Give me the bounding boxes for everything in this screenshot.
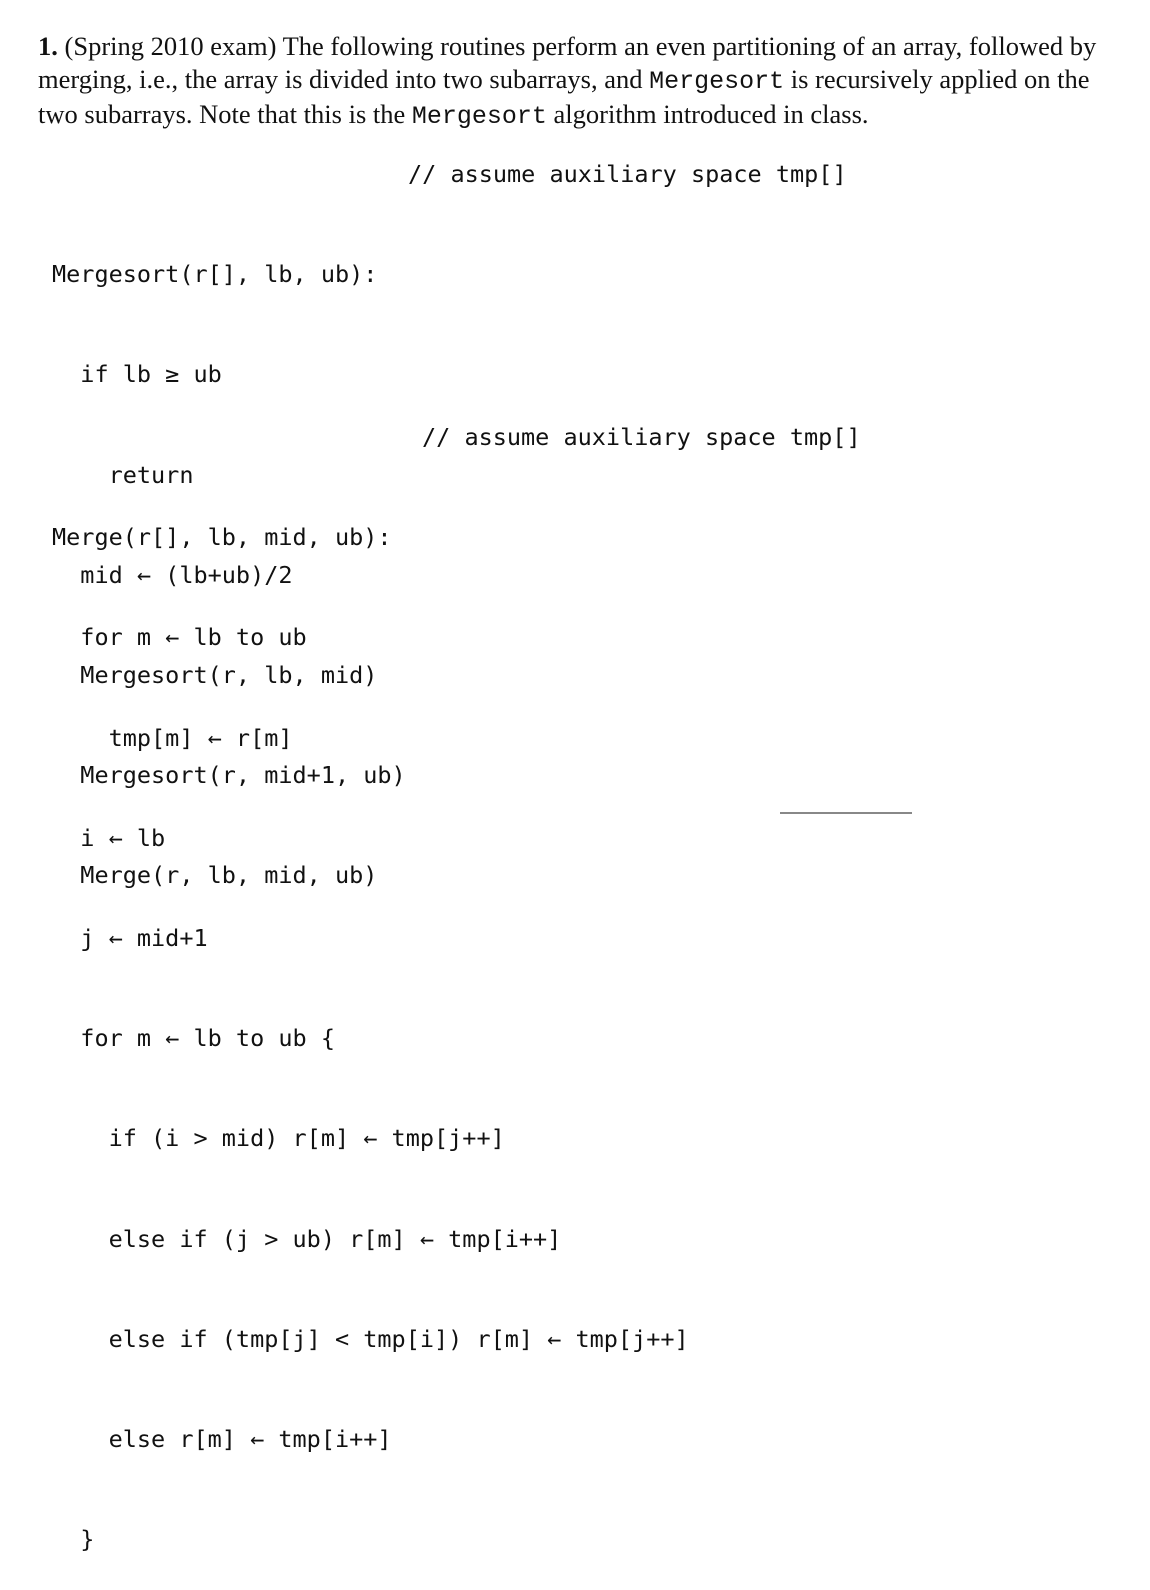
code-line: return — [52, 460, 194, 489]
code-line: for m ← lb to ub — [52, 623, 307, 652]
problem-statement — [38, 30, 1130, 133]
code-line: } — [52, 1525, 95, 1554]
code-line: else if (j > ub) r[m] ← tmp[i++] — [52, 1224, 562, 1253]
problem-text-3: algorithm introduced in class. — [546, 99, 869, 129]
code-line: Merge(r[], lb, mid, ub): — [52, 523, 392, 552]
code-line: Mergesort(r, lb, mid) — [52, 661, 378, 690]
mergesort-keyword: Mergesort — [649, 67, 785, 96]
code-line: j ← mid+1 — [52, 924, 208, 953]
code-line: for m ← lb to ub { — [52, 1024, 335, 1053]
mergesort-comment: // assume auxiliary space tmp[] — [408, 160, 847, 188]
problem-text-1: (Spring 2010 exam) The following routines perform an even partitioning of an array, followed by merging, i.e., the array is divided into two subarrays, and — [38, 31, 1097, 94]
code-line: i ← lb — [52, 823, 166, 852]
code-line: Mergesort(r[], lb, ub): — [52, 260, 378, 289]
code-line: if (i > mid) r[m] ← tmp[j++] — [52, 1124, 505, 1153]
code-line: Merge(r, lb, mid, ub) — [52, 861, 378, 890]
merge-comment: // assume auxiliary space tmp[] — [422, 423, 861, 451]
code-line: else r[m] ← tmp[i++] — [52, 1425, 392, 1454]
code-line: else if (tmp[j] < tmp[i]) r[m] ← tmp[j++] — [52, 1324, 689, 1353]
code-line: mid ← (lb+ub)/2 — [52, 560, 293, 589]
merge-code-block — [52, 421, 861, 1590]
code-line: if lb ≥ ub — [52, 360, 222, 389]
code-line: tmp[m] ← r[m] — [52, 723, 293, 752]
mergesort-keyword: Mergesort — [411, 102, 547, 131]
problem-text-2: is recursively applied on the two subarrays. Note that this is the — [38, 64, 1090, 129]
problem-number: 1. — [38, 31, 58, 61]
code-line: Mergesort(r, mid+1, ub) — [52, 761, 406, 790]
